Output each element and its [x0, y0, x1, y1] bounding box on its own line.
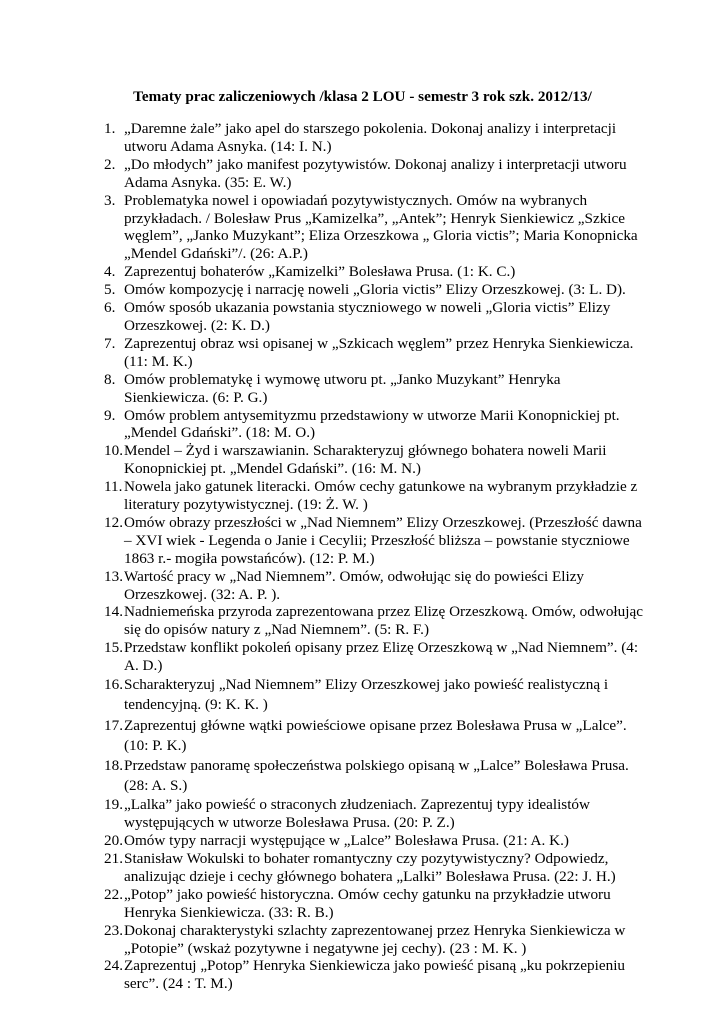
topic-text: Omów problematykę i wymowę utworu pt. „Janko Muzykant” Henryka Sienkiewicza. (6: P. G.): [124, 370, 561, 406]
topic-number: 1.: [104, 120, 116, 137]
topic-text: Dokonaj charakterystyki szlachty zaprezentowanej przez Henryka Sienkiewicza w „Potopie” (wskaż pozytywne i negatywne jej cechy). (23 : M. K. ): [124, 921, 626, 957]
topic-text: Omów typy narracji występujące w „Lalce” Bolesława Prusa. (21: A. K.): [124, 832, 569, 850]
topic-text: Przedstaw konflikt pokoleń opisany przez Elizę Orzeszkową w „Nad Niemnem”. (4: A. D.): [124, 639, 639, 675]
topic-text: „Lalka” jako powieść o straconych złudzeniach. Zaprezentuj typy idealistów występujących w utworze Bolesława Prusa. (20: P. Z.): [124, 796, 590, 832]
topic-text: Problematyka nowel i opowiadań pozytywistycznych. Omów na wybranych przykładach. / Bolesław Prus „Kamizelka”, „Antek”; Henryk Sienkiewicz „Szkice węglem”, „Janko Muzykant”; Eliza Orzeszkowa „ Gloria victis”; Maria Konopnicka „Mendel Gdański”/. (26: A.P.): [124, 191, 638, 263]
topic-number: 9.: [104, 406, 116, 424]
topic-text: Scharakteryzuj „Nad Niemnem” Elizy Orzeszkowej jako powieść realistyczną i tendencyjną. (9: K. K. ): [124, 676, 609, 714]
topic-number: 16.: [104, 676, 123, 694]
topic-item: [104, 568, 644, 604]
topic-number: 17.: [104, 716, 123, 734]
topic-item: [104, 442, 644, 478]
topic-item: [104, 407, 644, 443]
topic-item: [104, 832, 644, 850]
topic-number: 7.: [104, 334, 116, 352]
topics-list: [104, 120, 644, 993]
topic-item: [104, 281, 644, 299]
topic-item: [104, 371, 644, 407]
topic-number: 2.: [104, 155, 116, 173]
topic-item: [104, 603, 644, 639]
topic-number: 20.: [104, 832, 123, 850]
topic-text: Przedstaw panoramę społeczeństwa polskiego opisaną w „Lalce” Bolesława Prusa. (28: A. S.): [124, 756, 629, 795]
topic-number: 24.: [104, 957, 123, 975]
topic-item: [104, 756, 644, 796]
topic-text: Omów kompozycję i narrację noweli „Gloria victis” Elizy Orzeszkowej. (3: L. D).: [124, 281, 626, 299]
topic-text: „Daremne żale” jako apel do starszego pokolenia. Dokonaj analizy i interpretacji utworu Adama Asnyka. (14: I. N.): [124, 120, 617, 155]
topic-text: Zaprezentuj obraz wsi opisanej w „Szkicach węglem” przez Henryka Sienkiewicza. (11: M. K.): [124, 334, 634, 370]
topic-number: 19.: [104, 796, 123, 814]
topic-item: [104, 299, 644, 335]
topic-number: 18.: [104, 756, 123, 774]
topic-item: [104, 886, 644, 922]
topic-number: 8.: [104, 370, 116, 388]
topic-text: „Do młodych” jako manifest pozytywistów. Dokonaj analizy i interpretacji utworu Adama Asnyka. (35: E. W.): [124, 155, 627, 191]
topic-text: Nowela jako gatunek literacki. Omów cechy gatunkowe na wybranym przykładzie z literatury pozytywistycznej. (19: Ż. W. ): [124, 478, 638, 514]
topic-text: Nadniemeńska przyroda zaprezentowana przez Elizę Orzeszkową. Omów, odwołując się do opisów natury z „Nad Niemnem”. (5: R. F.): [124, 603, 643, 639]
topic-item: [104, 922, 644, 958]
topic-item: [104, 335, 644, 371]
topic-item: [104, 514, 644, 568]
topic-text: „Potop” jako powieść historyczna. Omów cechy gatunku na przykładzie utworu Henryka Sienkiewicza. (33: R. B.): [124, 885, 611, 921]
topic-item: [104, 675, 644, 715]
document-title: Tematy prac zaliczeniowych /klasa 2 LOU - semestr 3 rok szk. 2012/13/: [133, 88, 592, 105]
topic-text: Zaprezentuj główne wątki powieściowe opisane przez Bolesława Prusa w „Lalce”. (10: P. K.): [124, 716, 627, 754]
topic-text: Omów obrazy przeszłości w „Nad Niemnem” Elizy Orzeszkowej. (Przeszłość dawna – XVI wiek - Legenda o Janie i Cecylii; Przeszłość bliższa – powstanie styczniowe 1863 r.- mogiła powstańców). (12: P. M.): [124, 513, 642, 567]
topic-item: [104, 639, 644, 675]
topic-item: [104, 263, 644, 281]
topic-text: Omów problem antysemityzmu przedstawiony w utworze Marii Konopnickiej pt. „Mendel Gdański”. (18: M. O.): [124, 406, 620, 442]
topic-item: [104, 850, 644, 886]
topic-number: 6.: [104, 299, 116, 317]
topic-text: Zaprezentuj „Potop” Henryka Sienkiewicza jako powieść pisaną „ku pokrzepieniu serc”. (24 : T. M.): [124, 957, 626, 993]
topic-number: 4.: [104, 263, 116, 281]
topic-number: 11.: [104, 478, 123, 496]
topic-text: Mendel – Żyd i warszawianin. Scharakteryzuj głównego bohatera noweli Marii Konopnickiej pt. „Mendel Gdański”. (16: M. N.): [124, 442, 607, 478]
topic-item: [104, 478, 644, 514]
topic-item: [104, 957, 644, 993]
topic-number: 12.: [104, 513, 123, 531]
topic-number: 10.: [104, 442, 123, 460]
topic-number: 22.: [104, 885, 123, 903]
topic-item: [104, 156, 644, 192]
topic-item: [104, 716, 644, 756]
topic-text: Wartość pracy w „Nad Niemnem”. Omów, odwołując się do powieści Elizy Orzeszkowej. (32: A. P. ).: [124, 567, 585, 603]
topic-item: [104, 796, 644, 832]
topic-number: 13.: [104, 567, 123, 585]
topic-number: 5.: [104, 281, 116, 299]
topic-item: [104, 192, 644, 264]
topic-text: Omów sposób ukazania powstania styczniowego w noweli „Gloria victis” Elizy Orzeszkowej. (2: K. D.): [124, 299, 611, 334]
topic-number: 15.: [104, 639, 123, 657]
topic-number: 23.: [104, 921, 123, 939]
topic-text: Stanisław Wokulski to bohater romantyczny czy pozytywistyczny? Odpowiedz, analizując dzieje i cechy głównego bohatera „Lalki” Bolesława Prusa. (22: J. H.): [124, 850, 616, 885]
topic-item: [104, 120, 644, 156]
topic-text: Zaprezentuj bohaterów „Kamizelki” Bolesława Prusa. (1: K. C.): [124, 263, 516, 281]
topic-number: 21.: [104, 850, 123, 868]
topic-number: 3.: [104, 191, 116, 209]
topic-number: 14.: [104, 603, 123, 621]
